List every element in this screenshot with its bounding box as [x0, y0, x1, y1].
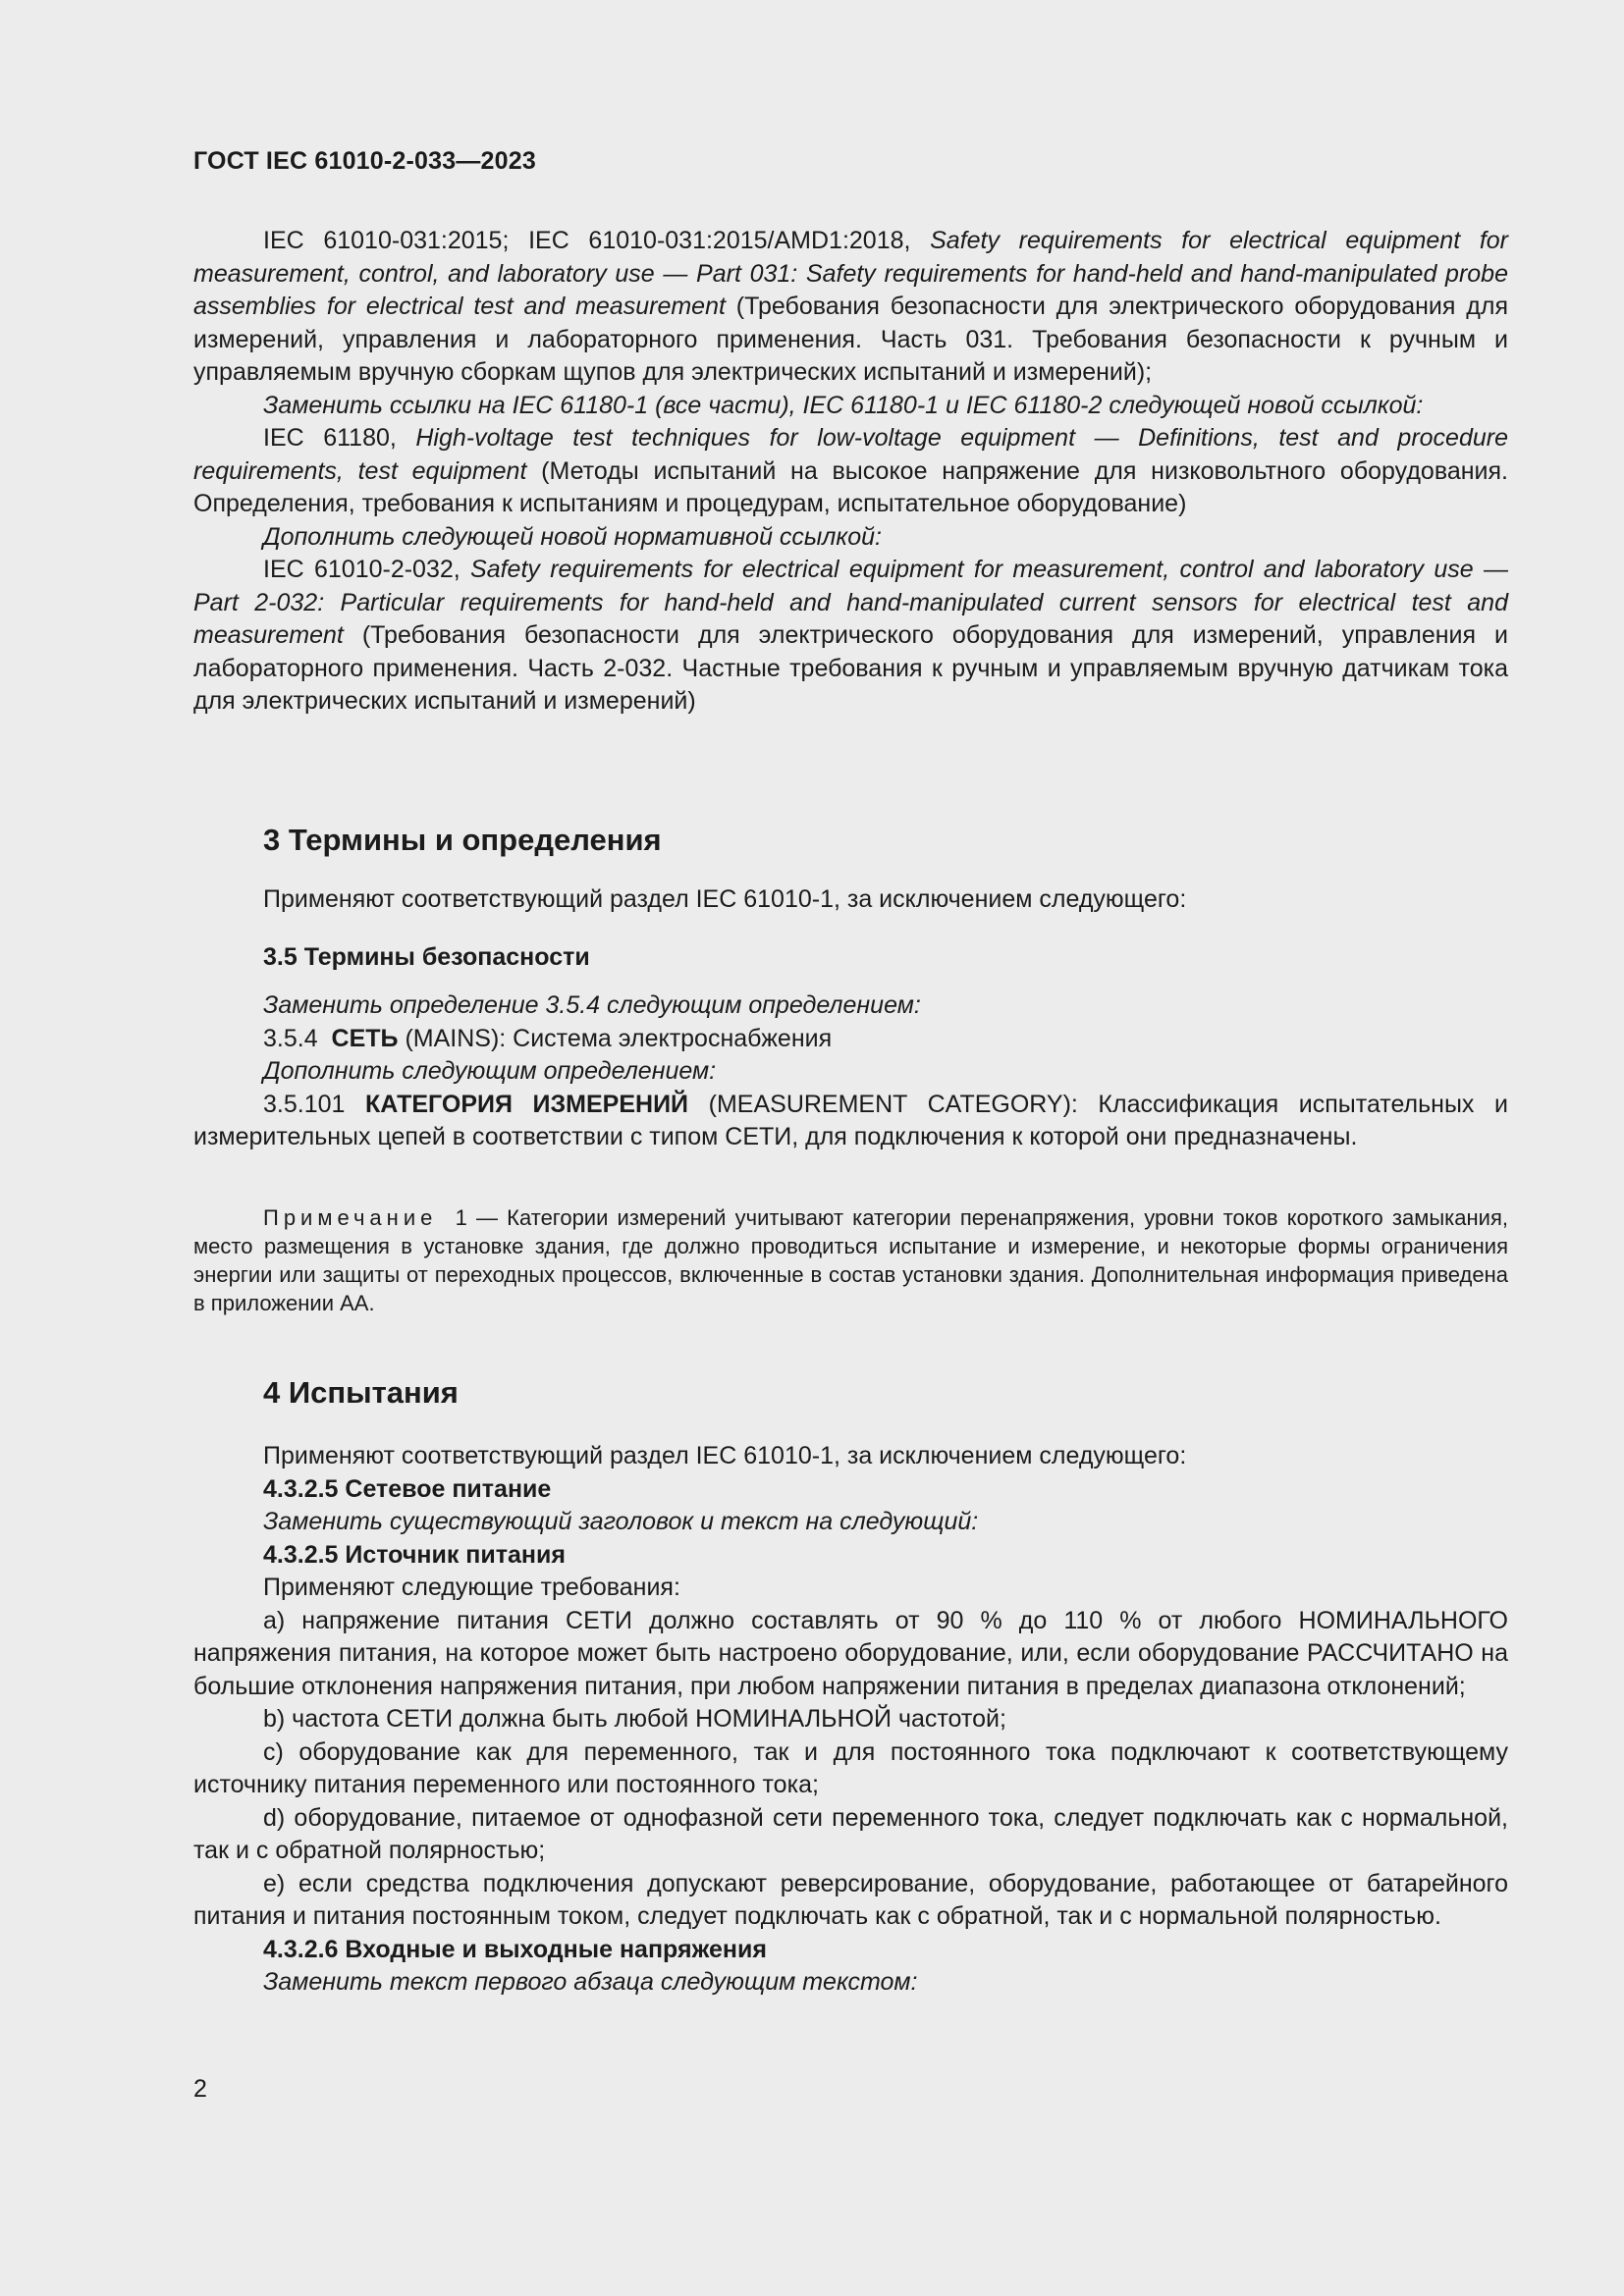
requirements-intro: Применяют следующие требования: — [263, 1574, 680, 1601]
subsection-4-3-2-5-new-title: 4.3.2.5 Источник питания — [263, 1540, 566, 1569]
document-header: ГОСТ IEC 61010-2-033—2023 — [193, 147, 536, 175]
requirement-item-b: b) частота СЕТИ должна быть любой НОМИНАЛЬНОЙ частотой; — [263, 1705, 1006, 1733]
subsection-4-3-2-5-old-title: 4.3.2.5 Сетевое питание — [263, 1474, 552, 1503]
note-label: Примечание — [263, 1205, 438, 1230]
requirement-item-e: e) если средства подключения допускают реверсирование, оборудование, работающее от батарейного питания и питания постоянным током, следует подключать как с обратной, так и с нормальной полярностью. — [193, 1869, 1508, 1930]
requirement-item-a: a) напряжение питания СЕТИ должно составлять от 90 % до 110 % от любого НОМИНАЛЬНОГО напряжения питания, на которое может быть настроено оборудование, или, если оборудование РАССЧИТАНО на большие отклонения напряжения питания, при любом напряжении питания в пределах диапазона отклонений; — [193, 1606, 1508, 1700]
references-block — [193, 225, 1508, 719]
page-number: 2 — [193, 2075, 207, 2103]
section-3-definitions — [193, 989, 1508, 1154]
section-4-title: 4 Испытания — [263, 1375, 459, 1410]
reference-iec-61010-031: IEC 61010-031:2015; IEC 61010-031:2015/AMD1:2018, Safety requirements for electrical equipment for measurement, control, and laboratory use — Part 031: Safety requirements for hand-held and hand-manipulated probe assemblies for electrical test and measurement (Требования безопасности для электрического оборудования для измерений, управления и лабораторного применения. Часть 031. Требования безопасности к ручным и управляемым вручную сборкам щупов для электрических испытаний и измерений); — [193, 227, 1508, 386]
requirement-item-c: c) оборудование как для переменного, так и для постоянного тока подключают к соответствующему источнику питания переменного или постоянного тока; — [193, 1737, 1508, 1798]
note-1: Примечание 1 — Категории измерений учитывают категории перенапряжения, уровни токов короткого замыкания, место размещения в установке здания, где должно проводиться испытание и измерение, и некоторые формы ограничения энергии или защиты от переходных процессов, включенные в состав установки здания. Дополнительная информация приведена в приложении АА. — [193, 1205, 1508, 1315]
section-3-intro-block — [193, 883, 1508, 917]
definition-3-5-4: 3.5.4 СЕТЬ (MAINS): Система электроснабжения — [263, 1024, 833, 1052]
definition-3-5-101: 3.5.101 КАТЕГОРИЯ ИЗМЕРЕНИЙ (MEASUREMENT CATEGORY): Классификация испытательных и измерительных цепей в соответствии с типом СЕТИ, для подключения к которой они предназначены. — [193, 1090, 1508, 1150]
instruction-replace-refs: Заменить ссылки на IEC 61180-1 (все части), IEC 61180-1 и IEC 61180-2 следующей новой ссылкой: — [263, 391, 1424, 419]
document-page — [193, 0, 1508, 2296]
section-4-content — [193, 1440, 1508, 2000]
subsection-4-3-2-6-title: 4.3.2.6 Входные и выходные напряжения — [263, 1935, 767, 1963]
instruction-add-ref: Дополнить следующей новой нормативной ссылкой: — [263, 522, 882, 551]
section-3-intro: Применяют соответствующий раздел IEC 61010-1, за исключением следующего: — [263, 885, 1187, 913]
section-3-5-block — [193, 941, 1508, 975]
section-3-title: 3 Термины и определения — [263, 823, 662, 857]
section-4-intro: Применяют соответствующий раздел IEC 61010-1, за исключением следующего: — [263, 1442, 1187, 1469]
subsection-3-5-title: 3.5 Термины безопасности — [263, 943, 590, 971]
instruction-replace-paragraph: Заменить текст первого абзаца следующим текстом: — [263, 1968, 918, 1996]
instruction-replace-definition: Заменить определение 3.5.4 следующим определением: — [263, 991, 921, 1019]
section-3 — [193, 824, 1508, 857]
section-4 — [193, 1376, 1508, 1410]
reference-iec-61010-2-032: IEC 61010-2-032, Safety requirements for electrical equipment for measurement, control and laboratory use — Part 2-032: Particular requirements for hand-held and hand-manipulated current sensors for electrical test and measurement (Требования безопасности для электрического оборудования для измерений, управления и лабораторного применения. Часть 2-032. Частные требования к ручным и управляемым вручную датчикам тока для электрических испытаний и измерений) — [193, 556, 1508, 715]
instruction-replace-heading: Заменить существующий заголовок и текст на следующий: — [263, 1508, 979, 1535]
instruction-add-definition: Дополнить следующим определением: — [263, 1057, 717, 1085]
note-block — [193, 1203, 1508, 1317]
reference-iec-61180: IEC 61180, High-voltage test techniques for low-voltage equipment — Definitions, test and procedure requirements, test equipment (Методы испытаний на высокое напряжение для низковольтного оборудования. Определения, требования к испытаниям и процедурам, испытательное оборудование) — [193, 424, 1508, 517]
requirement-item-d: d) оборудование, питаемое от однофазной сети переменного тока, следует подключать как с нормальной, так и с обратной полярностью; — [193, 1803, 1508, 1864]
